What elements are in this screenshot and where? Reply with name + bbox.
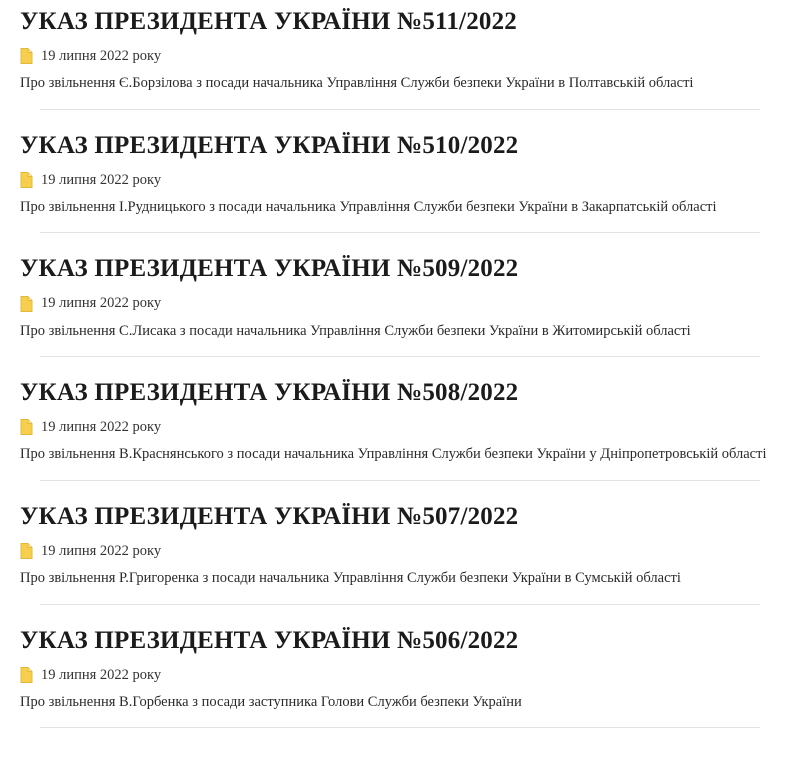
spacer xyxy=(20,233,780,247)
decree-title-link[interactable]: УКАЗ ПРЕЗИДЕНТА УКРАЇНИ №511/2022 xyxy=(20,8,518,35)
spacer xyxy=(20,728,780,742)
decree-date: 19 липня 2022 року xyxy=(41,666,162,683)
decree-title-link[interactable]: УКАЗ ПРЕЗИДЕНТА УКРАЇНИ №510/2022 xyxy=(20,131,519,159)
decree-meta xyxy=(20,534,780,563)
spacer xyxy=(20,110,780,124)
list-item-3 xyxy=(0,371,800,495)
list-item-4 xyxy=(0,495,800,619)
decree-meta xyxy=(20,39,780,68)
decree-title-link[interactable]: УКАЗ ПРЕЗИДЕНТА УКРАЇНИ №508/2022 xyxy=(20,379,519,407)
decree-date: 19 липня 2022 року xyxy=(41,419,162,436)
decree-title-link[interactable]: УКАЗ ПРЕЗИДЕНТА УКРАЇНИ №509/2022 xyxy=(20,255,519,283)
decree-description: Про звільнення Р.Григоренка з посади начальника Управління Служби безпеки України в Сумській області xyxy=(20,570,681,587)
list-item-2 xyxy=(0,247,800,371)
decree-meta xyxy=(20,163,780,192)
spacer xyxy=(20,481,780,495)
list-item-0 xyxy=(0,0,800,124)
document-icon xyxy=(20,296,33,312)
decree-date: 19 липня 2022 року xyxy=(41,295,162,312)
document-icon xyxy=(20,543,33,559)
document-icon xyxy=(20,48,33,64)
decree-meta xyxy=(20,658,780,687)
decree-title-link[interactable]: УКАЗ ПРЕЗИДЕНТА УКРАЇНИ №506/2022 xyxy=(20,626,519,654)
decree-description: Про звільнення В.Горбенка з посади заступника Голови Служби безпеки України xyxy=(20,693,522,710)
decree-date: 19 липня 2022 року xyxy=(41,48,162,64)
document-icon xyxy=(20,667,33,683)
decree-date: 19 липня 2022 року xyxy=(41,171,162,188)
decree-description: Про звільнення С.Лисака з посади начальника Управління Служби безпеки України в Житомирській області xyxy=(20,322,691,339)
spacer xyxy=(20,605,780,619)
decree-description: Про звільнення В.Краснянського з посади начальника Управління Служби безпеки України у Дніпропетровській області xyxy=(20,446,767,463)
decree-meta xyxy=(20,410,780,439)
decree-description: Про звільнення І.Рудницького з посади начальника Управління Служби безпеки України в Закарпатській області xyxy=(20,198,717,215)
decree-description: Про звільнення Є.Борзілова з посади начальника Управління Служби безпеки України в Полтавській області xyxy=(20,75,694,92)
document-icon xyxy=(20,172,33,188)
document-icon xyxy=(20,419,33,435)
decree-title-link[interactable]: УКАЗ ПРЕЗИДЕНТА УКРАЇНИ №507/2022 xyxy=(20,502,519,530)
decree-date: 19 липня 2022 року xyxy=(41,542,162,559)
spacer xyxy=(20,357,780,371)
list-item-1 xyxy=(0,124,800,248)
list-item-5 xyxy=(0,619,800,743)
decree-meta xyxy=(20,287,780,316)
